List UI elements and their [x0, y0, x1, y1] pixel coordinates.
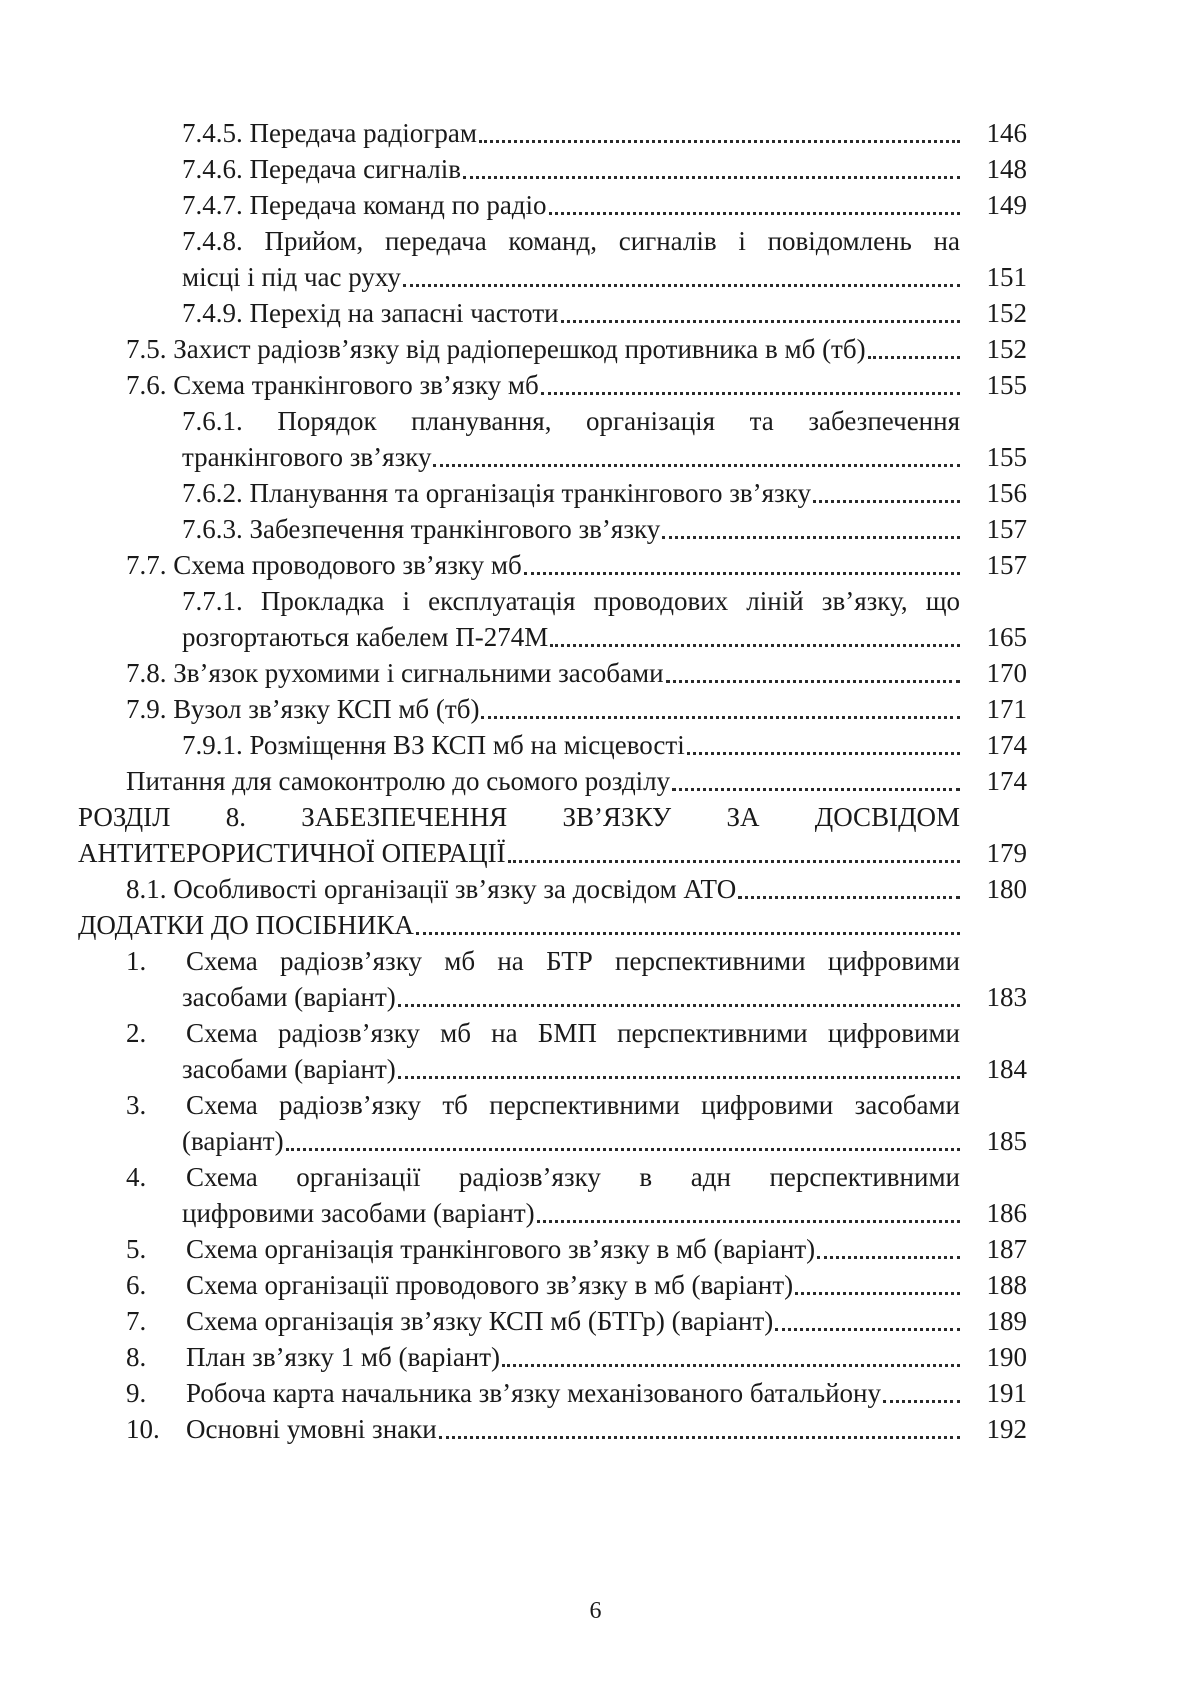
- dot-leader: [508, 853, 960, 863]
- toc-entry-text: 8.1. Особливості організації зв’язку за досвідом АТО: [126, 874, 737, 904]
- dot-leader: [666, 673, 960, 683]
- toc-entry-line: [126, 546, 960, 584]
- toc-entry-text: Схема організація зв’язку КСП мб (БТГр) (варіант): [186, 1306, 774, 1336]
- toc-entry-line: [182, 1122, 960, 1160]
- dot-leader: [561, 313, 960, 323]
- toc-entry-number: 6.: [126, 1270, 147, 1300]
- dot-leader: [537, 1213, 960, 1223]
- dot-leader: [416, 925, 960, 935]
- toc-entry-number: 9.: [126, 1378, 147, 1408]
- toc-entry-text: Схема радіозв’язку мб на БТР перспективними цифровими: [186, 946, 960, 976]
- toc-entry-number: 8.: [126, 1342, 147, 1372]
- toc-page-number: 156: [986, 478, 1027, 508]
- toc-entry-line: [126, 1338, 960, 1376]
- toc-entry-text: місці і під час руху: [182, 262, 401, 292]
- toc-entry-line: [182, 222, 960, 260]
- toc-entry-line: [182, 978, 960, 1016]
- toc-entry-line: [182, 618, 960, 656]
- toc-entry-line: [126, 762, 960, 800]
- toc-entry-text: 7.6.2. Планування та організація транкінгового зв’язку: [182, 478, 811, 508]
- toc-entry-text: 7.7. Схема проводового зв’язку мб: [126, 550, 522, 580]
- toc-entry-text: (варіант): [182, 1126, 284, 1156]
- dot-leader: [662, 529, 960, 539]
- toc-entry-line: [126, 654, 960, 692]
- toc-entry-line: [126, 1230, 960, 1268]
- toc-entry-text: РОЗДІЛ 8. ЗАБЕЗПЕЧЕННЯ ЗВ’ЯЗКУ ЗА ДОСВІДОМ: [78, 802, 960, 832]
- toc-entry-line: [182, 474, 960, 512]
- toc-entry-line: [126, 690, 960, 728]
- toc-page-number: 155: [986, 370, 1027, 400]
- toc-page-number: 148: [986, 154, 1027, 184]
- toc-entry-text: 7.9. Вузол зв’язку КСП мб (тб): [126, 694, 480, 724]
- dot-leader: [479, 133, 960, 143]
- toc-page-number: 174: [986, 766, 1027, 796]
- toc-entry-text: ДОДАТКИ ДО ПОСІБНИКА: [78, 910, 414, 940]
- dot-leader: [502, 1357, 960, 1367]
- dot-leader: [738, 889, 960, 899]
- toc-entry-line: [182, 1050, 960, 1088]
- toc-page-number: 152: [986, 334, 1027, 364]
- page-number: 6: [589, 1598, 602, 1624]
- dot-leader: [550, 637, 960, 647]
- dot-leader: [868, 349, 960, 359]
- toc-entry-text: 7.5. Захист радіозв’язку від радіоперешкод противника в мб (тб): [126, 334, 866, 364]
- toc-entry-line: [182, 114, 960, 152]
- toc-page-number: 151: [986, 262, 1027, 292]
- toc-entry-text: розгортаються кабелем П-274М: [182, 622, 549, 652]
- toc-entry-text: План зв’язку 1 мб (варіант): [186, 1342, 501, 1372]
- toc-entry-line: [126, 1086, 960, 1124]
- toc-entry-text: Схема організації проводового зв’язку в мб (варіант): [186, 1270, 794, 1300]
- toc-entry-number: 1.: [126, 946, 147, 976]
- toc-entry-text: 7.8. Зв’язок рухомими і сигнальними засобами: [126, 658, 664, 688]
- dot-leader: [687, 745, 960, 755]
- toc-page-number: 157: [986, 514, 1027, 544]
- toc-entry-line: [182, 258, 960, 296]
- toc-page-number: 174: [986, 730, 1027, 760]
- dot-leader: [541, 385, 960, 395]
- toc-entry-text: Основні умовні знаки: [186, 1414, 437, 1444]
- toc-page-number: 180: [986, 874, 1027, 904]
- toc-entry-line: [182, 150, 960, 188]
- dot-leader: [433, 457, 960, 467]
- toc-entry-text: АНТИТЕРОРИСТИЧНОЇ ОПЕРАЦІЇ: [78, 838, 506, 868]
- toc-page-number: 186: [986, 1198, 1027, 1228]
- toc-page-number: 170: [986, 658, 1027, 688]
- dot-leader: [439, 1429, 960, 1439]
- toc-entry-line: [126, 1014, 960, 1052]
- toc-entry-number: 3.: [126, 1090, 147, 1120]
- dot-leader: [813, 493, 960, 503]
- toc-page-number: 187: [986, 1234, 1027, 1264]
- toc-entry-line: [78, 834, 960, 872]
- toc-entry-text: Схема радіозв’язку мб на БМП перспективними цифровими: [186, 1018, 960, 1048]
- dot-leader: [795, 1285, 960, 1295]
- dot-leader: [403, 277, 960, 287]
- dot-leader: [775, 1321, 960, 1331]
- toc-entry-text: 7.6.3. Забезпечення транкінгового зв’язку: [182, 514, 661, 544]
- toc-entry-number: 2.: [126, 1018, 147, 1048]
- toc-page-number: 146: [986, 118, 1027, 148]
- toc-entry-text: 7.6. Схема транкінгового зв’язку мб: [126, 370, 539, 400]
- toc-page-number: 157: [986, 550, 1027, 580]
- toc-page-number: 188: [986, 1270, 1027, 1300]
- toc-page-number: 191: [986, 1378, 1027, 1408]
- toc-entry-text: Питання для самоконтролю до сьомого розділу: [126, 766, 671, 796]
- toc-page-number: 189: [986, 1306, 1027, 1336]
- toc-entry-text: 7.4.9. Перехід на запасні частоти: [182, 298, 559, 328]
- toc-entry-line: [182, 582, 960, 620]
- toc-page-number: 192: [986, 1414, 1027, 1444]
- toc-entry-line: [126, 1266, 960, 1304]
- toc-entry-line: [182, 402, 960, 440]
- toc-page-number: [967, 906, 1027, 944]
- toc-page-number: 179: [986, 838, 1027, 868]
- toc-entry-number: 5.: [126, 1234, 147, 1264]
- toc-entry-text: засобами (варіант): [182, 982, 396, 1012]
- toc-entry-line: [126, 1374, 960, 1412]
- toc-entry-line: [126, 1302, 960, 1340]
- toc-entry-text: засобами (варіант): [182, 1054, 396, 1084]
- dot-leader: [817, 1249, 960, 1259]
- toc-page-number: 183: [986, 982, 1027, 1012]
- toc-entry-line: [78, 906, 960, 944]
- toc-entry-text: цифровими засобами (варіант): [182, 1198, 535, 1228]
- toc-entry-number: 10.: [126, 1414, 160, 1444]
- toc-entry-line: [126, 330, 960, 368]
- toc-entry-line: [78, 798, 960, 836]
- toc-page-number: 184: [986, 1054, 1027, 1084]
- dot-leader: [286, 1141, 960, 1151]
- toc-entry-line: [182, 726, 960, 764]
- dot-leader: [398, 1069, 960, 1079]
- toc-entry-line: [126, 1410, 960, 1448]
- toc-entry-line: [182, 1194, 960, 1232]
- toc-entry-text: Схема організації радіозв’язку в адн перспективними: [186, 1162, 960, 1192]
- toc-entry-line: [126, 1158, 960, 1196]
- toc-page-number: 152: [986, 298, 1027, 328]
- toc-entry-text: 7.4.5. Передача радіограм: [182, 118, 477, 148]
- toc-entry-text: 7.6.1. Порядок планування, організація та забезпечення: [182, 406, 960, 436]
- dot-leader: [672, 781, 960, 791]
- toc-entry-text: 7.4.8. Прийом, передача команд, сигналів і повідомлень на: [182, 226, 960, 256]
- toc-entry-line: [126, 942, 960, 980]
- toc-page-number: 155: [986, 442, 1027, 472]
- toc-entry-line: [126, 870, 960, 908]
- toc-page-number: 190: [986, 1342, 1027, 1372]
- dot-leader: [883, 1393, 960, 1403]
- toc-entry-text: Схема організація транкінгового зв’язку в мб (варіант): [186, 1234, 816, 1264]
- toc-page-number: 165: [986, 622, 1027, 652]
- dot-leader: [463, 169, 960, 179]
- toc-page-number: 171: [986, 694, 1027, 724]
- toc-entry-text: Схема радіозв’язку тб перспективними цифровими засобами: [186, 1090, 960, 1120]
- toc-entry-line: [126, 366, 960, 404]
- toc-entry-number: 4.: [126, 1162, 147, 1192]
- dot-leader: [398, 997, 960, 1007]
- toc-entry-text: 7.4.6. Передача сигналів: [182, 154, 461, 184]
- toc-entry-number: 7.: [126, 1306, 147, 1336]
- toc-entry-text: Робоча карта начальника зв’язку механізованого батальйону: [186, 1378, 881, 1408]
- toc-page-number: 149: [986, 190, 1027, 220]
- toc-entry-text: 7.4.7. Передача команд по радіо: [182, 190, 547, 220]
- toc-entry-text: транкінгового зв’язку: [182, 442, 432, 472]
- toc-entry-line: [182, 438, 960, 476]
- dot-leader: [549, 205, 960, 215]
- dot-leader: [524, 565, 960, 575]
- toc-entry-line: [182, 510, 960, 548]
- toc-entry-line: [182, 186, 960, 224]
- toc-page-number: 185: [986, 1126, 1027, 1156]
- toc-entry-line: [182, 294, 960, 332]
- toc-entry-text: 7.9.1. Розміщення ВЗ КСП мб на місцевості: [182, 730, 685, 760]
- toc-entry-text: 7.7.1. Прокладка і експлуатація проводових ліній зв’язку, що: [182, 586, 960, 616]
- dot-leader: [481, 709, 960, 719]
